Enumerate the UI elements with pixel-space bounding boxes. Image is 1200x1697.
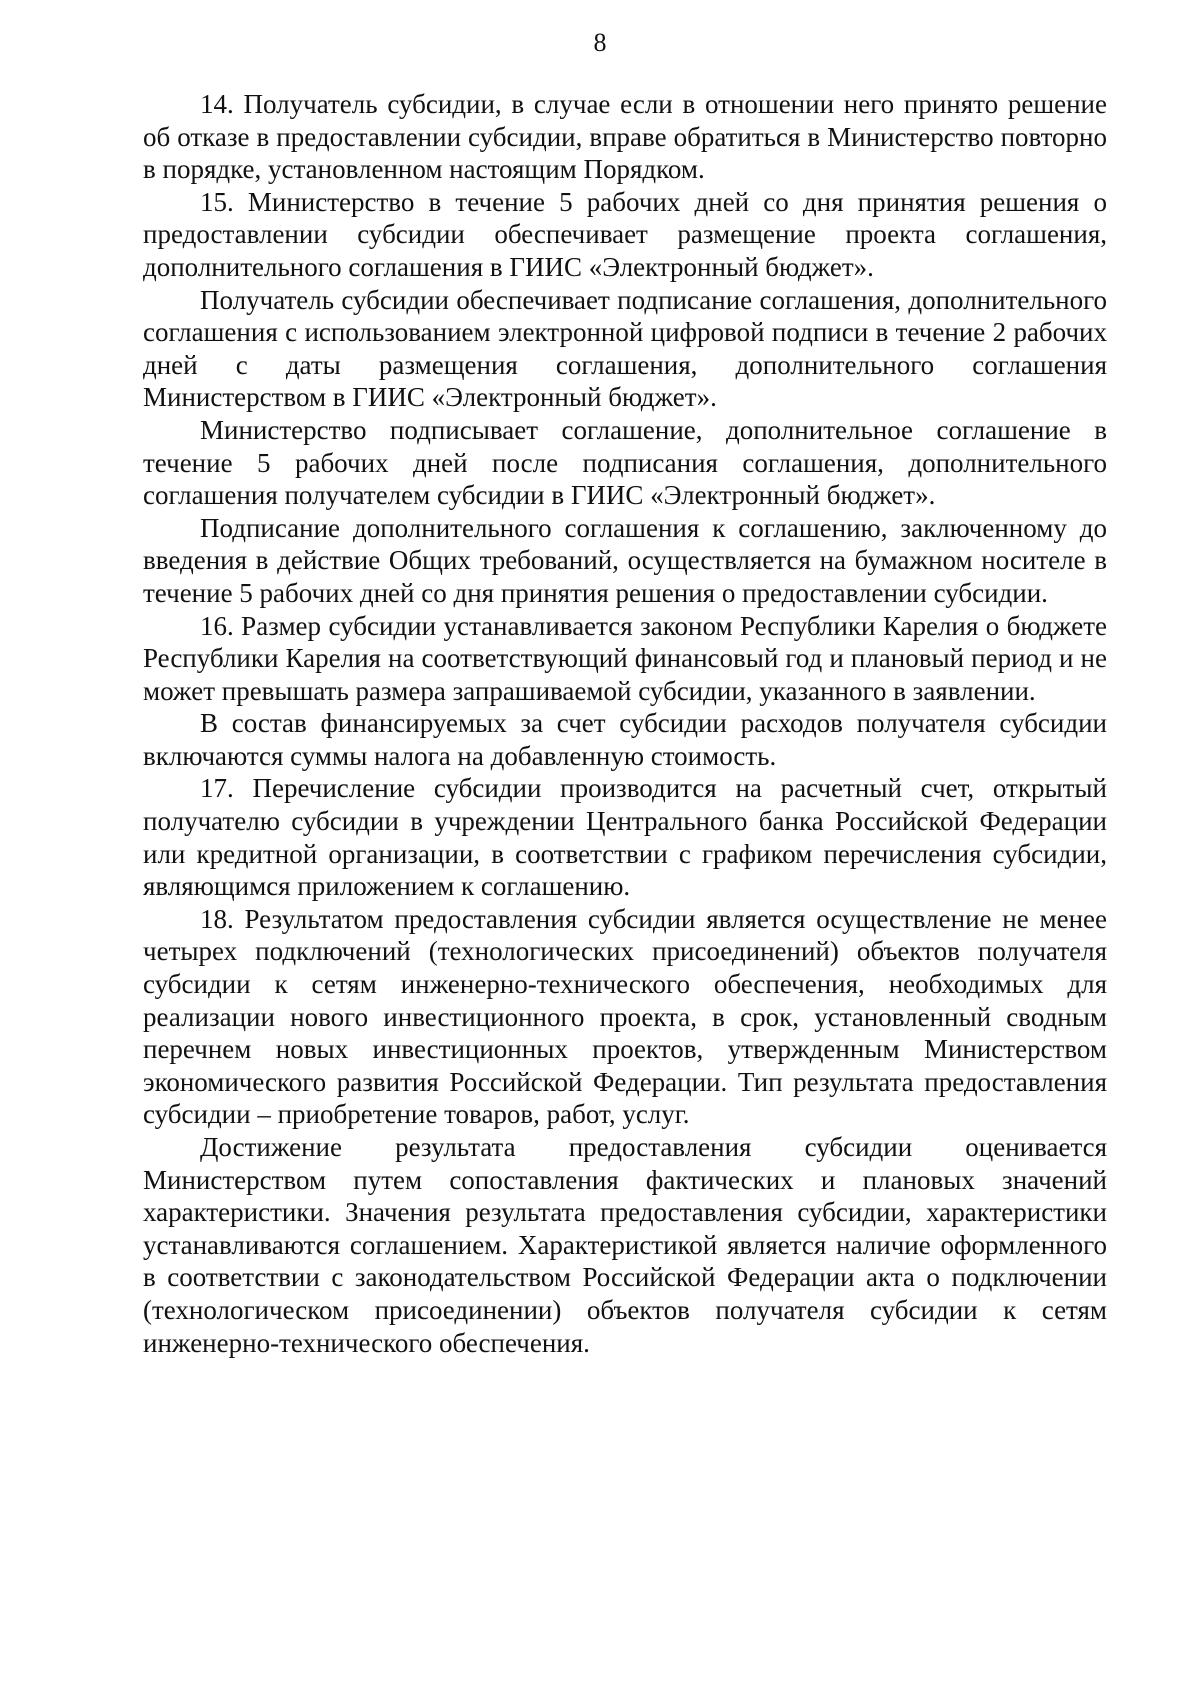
paragraph-ministry-signing: Министерство подписывает соглашение, дополнительное соглашение в течение 5 рабочих дней после подписания соглашения, дополнительного соглашения получателем субсидии в ГИИС «Электронный бюджет». [143, 414, 1107, 511]
paragraph-result-assessment: Достижение результата предоставления субсидии оценивается Министерством путем сопоставления фактических и плановых значений характеристики. Значения результата предоставления субсидии, характеристики устанавливаются соглашением. Характеристикой является наличие оформленного в соответствии с законодательством Российской Федерации акта о подключении (технологическом присоединении) объектов получателя субсидии к сетям инженерно-технического обеспечения. [143, 1132, 1107, 1358]
paragraph-vat: В состав финансируемых за счет субсидии расходов получателя субсидии включаются суммы налога на добавленную стоимость. [143, 708, 1107, 771]
paragraph-16: 16. Размер субсидии устанавливается законом Республики Карелия о бюджете Республики Карелия на соответствующий финансовый год и плановый период и не может превышать размера запрашиваемой субсидии, указанного в заявлении. [143, 610, 1107, 706]
paragraph-14: 14. Получатель субсидии, в случае если в отношении него принято решение об отказе в предоставлении субсидии, вправе обратиться в Министерство повторно в порядке, установленном настоящим Порядком. [143, 89, 1107, 185]
document-body [143, 88, 1107, 1359]
paragraph-15: 15. Министерство в течение 5 рабочих дней со дня принятия решения о предоставлении субсидии обеспечивает размещение проекта соглашения, дополнительного соглашения в ГИИС «Электронный бюджет». [143, 186, 1107, 282]
page-number: 8 [593, 28, 607, 57]
paragraph-paper-signing: Подписание дополнительного соглашения к соглашению, заключенному до введения в действие Общих требований, осуществляется на бумажном носителе в течение 5 рабочих дней со дня принятия решения о предоставлении субсидии. [143, 512, 1107, 608]
paragraph-17: 17. Перечисление субсидии производится на расчетный счет, открытый получателю субсидии в учреждении Центрального банка Российской Федерации или кредитной организации, в соответствии с графиком перечисления субсидии, являющимся приложением к соглашению. [143, 773, 1107, 902]
paragraph-recipient-signing: Получатель субсидии обеспечивает подписание соглашения, дополнительного соглашения с использованием электронной цифровой подписи в течение 2 рабочих дней с даты размещения соглашения, дополнительного соглашения Министерством в ГИИС «Электронный бюджет». [143, 284, 1107, 413]
paragraph-18: 18. Результатом предоставления субсидии является осуществление не менее четырех подключений (технологических присоединений) объектов получателя субсидии к сетям инженерно-технического обеспечения, необходимых для реализации нового инвестиционного проекта, в срок, установленный сводным перечнем новых инвестиционных проектов, утвержденным Министерством экономического развития Российской Федерации. Тип результата предоставления субсидии – приобретение товаров, работ, услуг. [143, 903, 1107, 1130]
